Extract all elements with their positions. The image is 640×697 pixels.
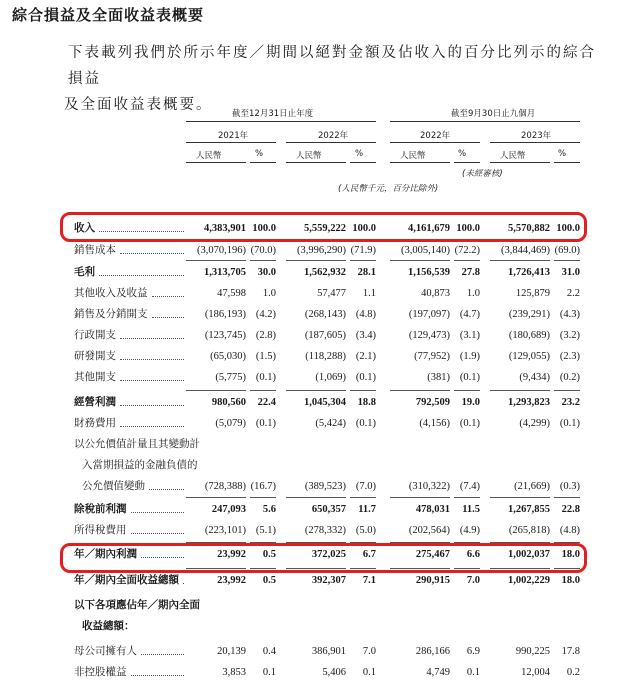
percent-cell: 18.0 — [561, 549, 580, 560]
amount-cell: 1,562,932 — [304, 267, 346, 278]
period-a-label: 截至12月31日止年度 — [232, 109, 314, 119]
amount-cell: 980,560 — [211, 397, 246, 408]
percent-cell: 31.0 — [561, 267, 580, 278]
subtotal-rule — [286, 497, 346, 498]
table-row — [0, 264, 640, 281]
percent-cell: (0.3) — [559, 481, 580, 492]
subtotal-rule — [286, 568, 346, 569]
percent-cell: 1.1 — [362, 288, 376, 299]
subtotal-rule — [454, 497, 480, 498]
amount-cell: (129,055) — [508, 351, 550, 362]
table-row — [0, 572, 640, 589]
percent-cell: 18.0 — [561, 575, 580, 586]
row-label: 母公司擁有人 — [74, 645, 137, 657]
amount-cell: (381) — [427, 372, 450, 383]
currency-label-3: 人民幣 — [400, 151, 426, 161]
percent-cell: 22.4 — [257, 397, 276, 408]
amount-cell: 478,031 — [415, 504, 450, 515]
amount-cell: 1,045,304 — [304, 397, 346, 408]
table-row — [0, 369, 640, 386]
table-row — [0, 327, 640, 344]
intro-line-1: 下表載列我們於所示年度／期間以絕對金額及佔收入的百分比列示的綜合損益 — [68, 45, 596, 87]
percent-cell: (7.4) — [459, 481, 480, 492]
amount-cell: (197,097) — [408, 309, 450, 320]
leader-dots — [149, 478, 184, 490]
percent-cell: (70.0) — [250, 245, 276, 256]
percent-cell: 100.0 — [556, 223, 580, 234]
row-label: 銷售及分銷開支 — [74, 308, 148, 320]
subtotal-rule — [390, 390, 450, 391]
percent-cell: 11.7 — [358, 504, 376, 515]
leader-dots — [120, 394, 184, 406]
table-row — [0, 348, 640, 365]
subtotal-rule — [286, 542, 346, 543]
percent-cell: 0.1 — [262, 667, 276, 678]
year-2021: 2021年 — [218, 131, 249, 141]
year-2022: 2022年 — [318, 131, 349, 141]
table-row — [0, 306, 640, 323]
leader-dots — [152, 306, 184, 318]
leader-dots — [183, 572, 184, 584]
row-label: 收入 — [74, 222, 95, 234]
period-a-rule — [186, 121, 376, 122]
subtotal-rule — [454, 568, 480, 569]
subtotal-rule — [350, 568, 376, 569]
amount-cell: 4,161,679 — [408, 223, 450, 234]
amount-cell: 20,139 — [217, 646, 246, 657]
amount-cell: 1,267,855 — [508, 504, 550, 515]
amount-cell: 40,873 — [421, 288, 450, 299]
subtotal-rule — [186, 568, 246, 569]
percent-cell: (2.3) — [559, 351, 580, 362]
amount-cell: (265,818) — [508, 525, 550, 536]
table-row — [0, 501, 640, 518]
row-label: 收益總額： — [82, 620, 135, 632]
section-title: 綜合損益及全面收益表概要 — [12, 6, 205, 24]
percent-cell: 30.0 — [257, 267, 276, 278]
amount-cell: 23,992 — [217, 575, 246, 586]
amount-cell: (268,143) — [304, 309, 346, 320]
subtotal-rule — [350, 390, 376, 391]
percent-cell: (4.7) — [459, 309, 480, 320]
percent-cell: 0.5 — [262, 575, 276, 586]
amount-cell: 23,992 — [217, 549, 246, 560]
subtotal-rule — [554, 260, 580, 261]
amount-cell: 1,313,705 — [204, 267, 246, 278]
subtotal-rule — [490, 542, 550, 543]
unaudited-note: (未經審核) — [462, 169, 503, 179]
percent-cell: (3.4) — [355, 330, 376, 341]
amount-cell: (389,523) — [304, 481, 346, 492]
row-label: 銷售成本 — [74, 244, 116, 256]
amount-cell: (202,564) — [408, 525, 450, 536]
percent-cell: (0.1) — [559, 418, 580, 429]
percent-cell: 18.8 — [357, 397, 376, 408]
period-b-label: 截至9月30日止九個月 — [451, 109, 536, 119]
row-label: 財務費用 — [74, 417, 116, 429]
percent-cell: 6.7 — [362, 549, 376, 560]
percent-cell: 6.9 — [466, 646, 480, 657]
amount-cell: (5,079) — [215, 418, 246, 429]
row-label: 入當期損益的金融負債的 — [82, 459, 198, 471]
row-label: 以公允價值計量且其變動計 — [74, 438, 200, 450]
percent-cell: 2.2 — [566, 288, 580, 299]
subtotal-rule — [554, 542, 580, 543]
amount-cell: 57,477 — [317, 288, 346, 299]
percent-cell: 22.8 — [561, 504, 580, 515]
row-label: 其他收入及收益 — [74, 287, 148, 299]
percent-cell: 100.0 — [456, 223, 480, 234]
percent-cell: (5.1) — [255, 525, 276, 536]
currency-label-1: 人民幣 — [196, 151, 222, 161]
amount-cell: (180,689) — [508, 330, 550, 341]
amount-cell: 1,002,229 — [508, 575, 550, 586]
leader-dots — [99, 220, 184, 232]
table-row — [0, 522, 640, 539]
subtotal-rule — [454, 542, 480, 543]
amount-cell: (65,030) — [210, 351, 246, 362]
amount-cell: (123,745) — [204, 330, 246, 341]
amount-cell: (187,605) — [304, 330, 346, 341]
subtotal-rule — [250, 260, 276, 261]
row-label: 公允價值變動 — [82, 480, 145, 492]
amount-cell: 5,570,882 — [508, 223, 550, 234]
amount-cell: (310,322) — [408, 481, 450, 492]
amount-cell: 5,406 — [322, 667, 346, 678]
leader-dots — [131, 664, 184, 676]
amount-cell: 372,025 — [311, 549, 346, 560]
percent-cell: (4.3) — [559, 309, 580, 320]
row-label: 非控股權益 — [74, 666, 127, 678]
amount-cell: 47,598 — [217, 288, 246, 299]
percent-cell: (4.2) — [255, 309, 276, 320]
amount-cell: (129,473) — [408, 330, 450, 341]
currency-label-2: 人民幣 — [296, 151, 322, 161]
subtotal-rule — [350, 542, 376, 543]
amount-cell: 5,559,222 — [304, 223, 346, 234]
leader-dots — [120, 369, 184, 381]
percent-cell: 100.0 — [252, 223, 276, 234]
leader-dots — [120, 242, 184, 254]
percent-label-3: % — [458, 149, 467, 159]
percent-cell: (3.2) — [559, 330, 580, 341]
subtotal-rule — [286, 390, 346, 391]
percent-cell: (2.8) — [255, 330, 276, 341]
unit-note: (人民幣千元，百分比除外) — [338, 184, 439, 194]
subtotal-rule — [186, 542, 246, 543]
percent-cell: 19.0 — [461, 397, 480, 408]
leader-dots — [131, 501, 184, 513]
amount-cell: 290,915 — [415, 575, 450, 586]
amount-cell: (186,193) — [204, 309, 246, 320]
leader-dots — [99, 264, 184, 276]
amount-cell: (21,669) — [514, 481, 550, 492]
table-row — [0, 394, 640, 411]
leader-dots — [131, 522, 184, 534]
amount-cell: (278,332) — [304, 525, 346, 536]
row-label: 其他開支 — [74, 371, 116, 383]
percent-cell: 17.8 — [561, 646, 580, 657]
table-row — [0, 618, 640, 635]
amount-cell: 3,853 — [222, 667, 246, 678]
amount-cell: (4,156) — [419, 418, 450, 429]
table-row — [0, 220, 640, 237]
amount-cell: 1,726,413 — [508, 267, 550, 278]
amount-cell: (3,005,140) — [401, 245, 450, 256]
amount-cell: (239,291) — [508, 309, 550, 320]
amount-cell: 275,467 — [415, 549, 450, 560]
percent-cell: 0.1 — [466, 667, 480, 678]
amount-cell: 125,879 — [515, 288, 550, 299]
amount-cell: (4,299) — [519, 418, 550, 429]
percent-cell: 1.0 — [262, 288, 276, 299]
percent-cell: (0.1) — [355, 372, 376, 383]
percent-cell: (0.1) — [459, 418, 480, 429]
subtotal-rule — [554, 497, 580, 498]
year-rule-4 — [490, 142, 580, 143]
percent-cell: (16.7) — [250, 481, 276, 492]
amount-cell: 792,509 — [415, 397, 450, 408]
percent-cell: 11.5 — [462, 504, 480, 515]
row-label: 除稅前利潤 — [74, 503, 127, 515]
amount-cell: (3,070,196) — [197, 245, 246, 256]
percent-cell: 27.8 — [461, 267, 480, 278]
subtotal-rule — [454, 260, 480, 261]
subtotal-rule — [390, 260, 450, 261]
percent-cell: (0.1) — [459, 372, 480, 383]
amount-cell: (223,101) — [204, 525, 246, 536]
percent-cell: 1.0 — [466, 288, 480, 299]
table-row — [0, 436, 640, 453]
amount-cell: (728,388) — [204, 481, 246, 492]
percent-cell: 0.2 — [566, 667, 580, 678]
subtotal-rule — [186, 497, 246, 498]
amount-cell: 392,307 — [311, 575, 346, 586]
percent-cell: 0.4 — [262, 646, 276, 657]
percent-cell: (7.0) — [355, 481, 376, 492]
subtotal-rule — [350, 260, 376, 261]
table-row — [0, 242, 640, 259]
amount-cell: (3,996,290) — [297, 245, 346, 256]
amount-cell: 1,002,037 — [508, 549, 550, 560]
year-rule-1 — [186, 142, 276, 143]
row-label: 毛利 — [74, 266, 95, 278]
col-rule-8 — [554, 162, 580, 163]
amount-cell: 1,156,539 — [408, 267, 450, 278]
percent-cell: (4.8) — [355, 309, 376, 320]
year-rule-3 — [390, 142, 480, 143]
percent-cell: (0.1) — [255, 418, 276, 429]
subtotal-rule — [250, 390, 276, 391]
percent-cell: (69.0) — [554, 245, 580, 256]
row-label: 經營利潤 — [74, 396, 116, 408]
amount-cell: (3,844,469) — [501, 245, 550, 256]
year-rule-2 — [286, 142, 376, 143]
amount-cell: 386,901 — [311, 646, 346, 657]
subtotal-rule — [250, 497, 276, 498]
amount-cell: 286,166 — [415, 646, 450, 657]
amount-cell: 4,383,901 — [204, 223, 246, 234]
subtotal-rule — [186, 390, 246, 391]
subtotal-rule — [490, 390, 550, 391]
amount-cell: 650,357 — [311, 504, 346, 515]
year-2023-9m: 2023年 — [521, 131, 552, 141]
amount-cell: 4,749 — [426, 667, 450, 678]
percent-cell: 6.6 — [466, 549, 480, 560]
amount-cell: 1,293,823 — [508, 397, 550, 408]
table-row — [0, 643, 640, 660]
col-rule-3 — [286, 162, 346, 163]
col-rule-1 — [186, 162, 246, 163]
percent-cell: 100.0 — [352, 223, 376, 234]
subtotal-rule — [250, 568, 276, 569]
percent-cell: (1.5) — [255, 351, 276, 362]
percent-cell: (0.2) — [559, 372, 580, 383]
leader-dots — [120, 327, 184, 339]
amount-cell: 247,093 — [211, 504, 246, 515]
amount-cell: 990,225 — [515, 646, 550, 657]
currency-label-4: 人民幣 — [500, 151, 526, 161]
row-label: 研發開支 — [74, 350, 116, 362]
col-rule-6 — [454, 162, 480, 163]
percent-cell: (71.9) — [350, 245, 376, 256]
percent-cell: (1.9) — [459, 351, 480, 362]
percent-cell: 7.0 — [466, 575, 480, 586]
period-b-rule — [390, 121, 580, 122]
subtotal-rule — [390, 497, 450, 498]
col-rule-7 — [490, 162, 550, 163]
percent-cell: (3.1) — [459, 330, 480, 341]
subtotal-rule — [554, 568, 580, 569]
table-row — [0, 285, 640, 302]
row-label: 所得稅費用 — [74, 524, 127, 536]
percent-cell: 7.0 — [362, 646, 376, 657]
subtotal-rule — [454, 390, 480, 391]
percent-cell: (4.8) — [559, 525, 580, 536]
col-rule-4 — [350, 162, 376, 163]
leader-dots — [152, 285, 184, 297]
percent-cell: (72.2) — [454, 245, 480, 256]
leader-dots — [120, 415, 184, 427]
percent-cell: 0.5 — [262, 549, 276, 560]
table-row — [0, 597, 640, 614]
percent-label-2: % — [355, 149, 364, 159]
row-label: 行政開支 — [74, 329, 116, 341]
subtotal-rule — [390, 568, 450, 569]
subtotal-rule — [250, 542, 276, 543]
percent-cell: (5.0) — [355, 525, 376, 536]
amount-cell: (118,288) — [305, 351, 346, 362]
amount-cell: (1,069) — [315, 372, 346, 383]
leader-dots — [141, 643, 184, 655]
subtotal-rule — [490, 260, 550, 261]
subtotal-rule — [554, 390, 580, 391]
row-label: 年／期內利潤 — [74, 548, 137, 560]
percent-cell: (0.1) — [255, 372, 276, 383]
subtotal-rule — [490, 497, 550, 498]
leader-dots — [120, 348, 184, 360]
row-label: 以下各項應佔年／期內全面 — [74, 599, 200, 611]
percent-label-1: % — [255, 149, 264, 159]
table-row — [0, 546, 640, 563]
row-label: 年／期內全面收益總額 — [74, 574, 179, 586]
percent-cell: (2.1) — [355, 351, 376, 362]
percent-cell: 5.6 — [262, 504, 276, 515]
percent-cell: 28.1 — [357, 267, 376, 278]
col-rule-5 — [390, 162, 450, 163]
table-row — [0, 478, 640, 495]
col-rule-2 — [250, 162, 276, 163]
subtotal-rule — [286, 260, 346, 261]
amount-cell: (77,952) — [414, 351, 450, 362]
amount-cell: (5,424) — [315, 418, 346, 429]
table-row — [0, 415, 640, 432]
subtotal-rule — [350, 497, 376, 498]
table-row — [0, 457, 640, 474]
amount-cell: (5,775) — [215, 372, 246, 383]
percent-label-4: % — [558, 149, 567, 159]
subtotal-rule — [390, 542, 450, 543]
amount-cell: (9,434) — [519, 372, 550, 383]
percent-cell: 7.1 — [362, 575, 376, 586]
percent-cell: (0.1) — [355, 418, 376, 429]
percent-cell: 0.1 — [362, 667, 376, 678]
intro-line-2: 及全面收益表概要。 — [64, 97, 213, 113]
amount-cell: 12,004 — [521, 667, 550, 678]
subtotal-rule — [186, 260, 246, 261]
year-2022-9m: 2022年 — [420, 131, 451, 141]
percent-cell: (4.9) — [459, 525, 480, 536]
subtotal-rule — [490, 568, 550, 569]
leader-dots — [141, 546, 184, 558]
table-row — [0, 664, 640, 681]
percent-cell: 23.2 — [561, 397, 580, 408]
